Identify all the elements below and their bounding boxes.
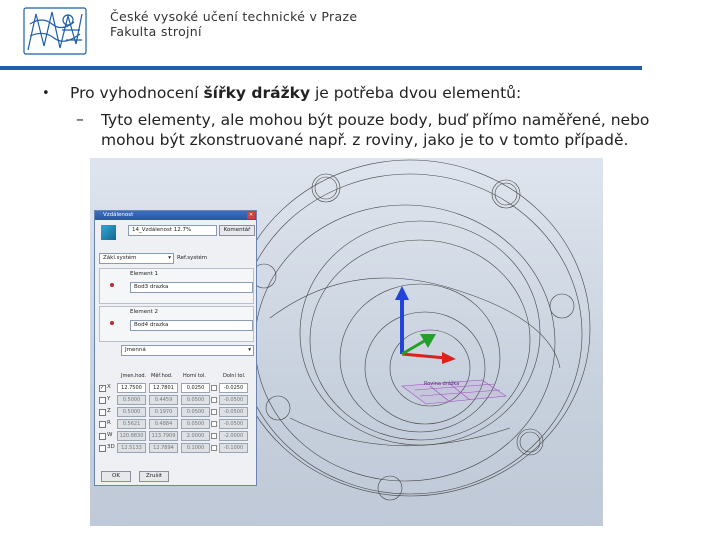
col-header-lower: Dolní tol. — [223, 373, 246, 379]
upper-cell[interactable]: 2.0000 — [181, 431, 210, 441]
bullet-text-bold: šířky drážky — [203, 84, 311, 102]
upper-cell[interactable]: 0.0500 — [181, 395, 210, 405]
lower-cell[interactable]: -2.0000 — [219, 431, 248, 441]
sub-bullet-marker: – — [76, 110, 84, 128]
nominal-cell[interactable]: 0.5000 — [117, 395, 146, 405]
mode-value: Jmenná — [125, 347, 146, 353]
x-axis-arrowhead — [442, 352, 456, 364]
upper-checkbox[interactable] — [211, 445, 217, 451]
chevron-down-icon: ▾ — [168, 255, 171, 261]
element2-group — [99, 306, 254, 342]
dialog-title: Vzdálenost — [103, 212, 134, 218]
bullet-text-end: je potřeba dvou elementů: — [310, 84, 522, 102]
lower-cell[interactable]: -0.0250 — [219, 383, 248, 393]
table-row — [99, 395, 254, 405]
row-checkbox[interactable] — [99, 397, 106, 404]
measured-cell: 0.4884 — [149, 419, 178, 429]
comment-button[interactable]: Komentář — [219, 225, 255, 236]
col-header-nominal: Jmen.hod. — [121, 373, 147, 379]
table-row — [99, 383, 254, 393]
table-row — [99, 419, 254, 429]
row-symbol: R — [107, 420, 111, 426]
bullet-marker: • — [42, 86, 50, 101]
row-checkbox[interactable] — [99, 445, 106, 452]
bolt-hole — [378, 476, 402, 500]
col-header-upper: Horní tol. — [183, 373, 206, 379]
upper-cell[interactable]: 0.1000 — [181, 443, 210, 453]
sub-bullet-text: Tyto elementy, ale mohou být pouze body, buď přímo naměřené, nebo mohou být zkonstruované např. z roviny, jako je to v tomto případě. — [101, 111, 650, 149]
header-rule — [0, 66, 642, 70]
row-checkbox[interactable] — [99, 433, 106, 440]
element2-label: Element 2 — [130, 309, 159, 315]
upper-checkbox[interactable] — [211, 385, 217, 391]
y-axis — [402, 340, 426, 354]
upper-checkbox[interactable] — [211, 433, 217, 439]
coordinate-axes — [395, 286, 456, 364]
element1-group — [99, 268, 254, 304]
nominal-cell[interactable]: 12.7500 — [117, 383, 146, 393]
row-checkbox[interactable] — [99, 421, 106, 428]
dialog-titlebar[interactable] — [95, 211, 256, 220]
z-axis-arrowhead — [395, 286, 409, 300]
coord-system-label: Ref.systém — [177, 255, 208, 261]
measured-cell: 12.7801 — [149, 383, 178, 393]
measured-cell: 0.4459 — [149, 395, 178, 405]
col-header-measured: Měř.hod. — [151, 373, 173, 379]
close-icon[interactable]: ✕ — [248, 212, 254, 218]
lower-cell[interactable]: -0.1000 — [219, 443, 248, 453]
cvut-logo — [22, 6, 88, 56]
measured-cell: 12.7894 — [149, 443, 178, 453]
upper-checkbox[interactable] — [211, 409, 217, 415]
lower-cell[interactable]: -0.0500 — [219, 419, 248, 429]
x-axis — [402, 354, 446, 358]
row-symbol: Z — [107, 408, 111, 414]
cancel-button[interactable]: Zrušit — [139, 471, 169, 482]
table-row — [99, 431, 254, 441]
bolt-hole — [312, 174, 340, 202]
upper-checkbox[interactable] — [211, 397, 217, 403]
distance-dialog — [94, 210, 257, 486]
chevron-down-icon: ▾ — [248, 347, 251, 353]
faculty-name: Fakulta strojní — [110, 24, 202, 39]
upper-cell[interactable]: 0.0500 — [181, 407, 210, 417]
row-symbol: W — [107, 432, 113, 438]
upper-cell[interactable]: 0.0500 — [181, 419, 210, 429]
row-symbol: Y — [107, 396, 111, 402]
software-screenshot — [90, 158, 603, 526]
table-row — [99, 443, 254, 453]
nominal-cell[interactable]: 120.8830 — [117, 431, 146, 441]
coord-system-value: Zákl.systém — [103, 255, 137, 261]
bullet-text-start: Pro vyhodnocení — [70, 84, 204, 102]
point-icon — [110, 321, 114, 325]
point-icon — [110, 283, 114, 287]
upper-cell[interactable]: 0.0250 — [181, 383, 210, 393]
bolt-hole — [550, 294, 574, 318]
coord-system-select[interactable] — [99, 253, 174, 264]
nominal-cell[interactable]: 12.5133 — [117, 443, 146, 453]
bolt-hole — [492, 180, 520, 208]
element2-field[interactable]: Bod4 drazka — [130, 320, 253, 331]
bullet-text — [70, 84, 521, 102]
bolt-hole — [517, 429, 543, 455]
row-symbol: 3D — [107, 444, 115, 450]
nominal-cell[interactable]: 0.5621 — [117, 419, 146, 429]
mode-select[interactable] — [121, 345, 254, 356]
table-row — [99, 407, 254, 417]
upper-checkbox[interactable] — [211, 421, 217, 427]
lower-cell[interactable]: -0.0500 — [219, 395, 248, 405]
ok-button[interactable]: OK — [101, 471, 131, 482]
nominal-cell[interactable]: 0.5000 — [117, 407, 146, 417]
name-field[interactable]: 14_Vzdálenost 12.7% — [128, 225, 217, 236]
row-checkbox[interactable]: ✓ — [100, 385, 105, 391]
measured-cell: 0.1970 — [149, 407, 178, 417]
lower-cell[interactable]: -0.0500 — [219, 407, 248, 417]
plane-label: Rovina drážka — [424, 381, 460, 387]
university-name: České vysoké učení technické v Praze — [110, 9, 358, 24]
measured-cell: 113.7909 — [149, 431, 178, 441]
element1-field[interactable]: Bod3 drazka — [130, 282, 253, 293]
row-symbol: X — [107, 384, 111, 390]
distance-icon — [101, 225, 116, 240]
institution-name — [110, 9, 357, 39]
row-checkbox[interactable] — [99, 409, 106, 416]
element1-label: Element 1 — [130, 271, 159, 277]
